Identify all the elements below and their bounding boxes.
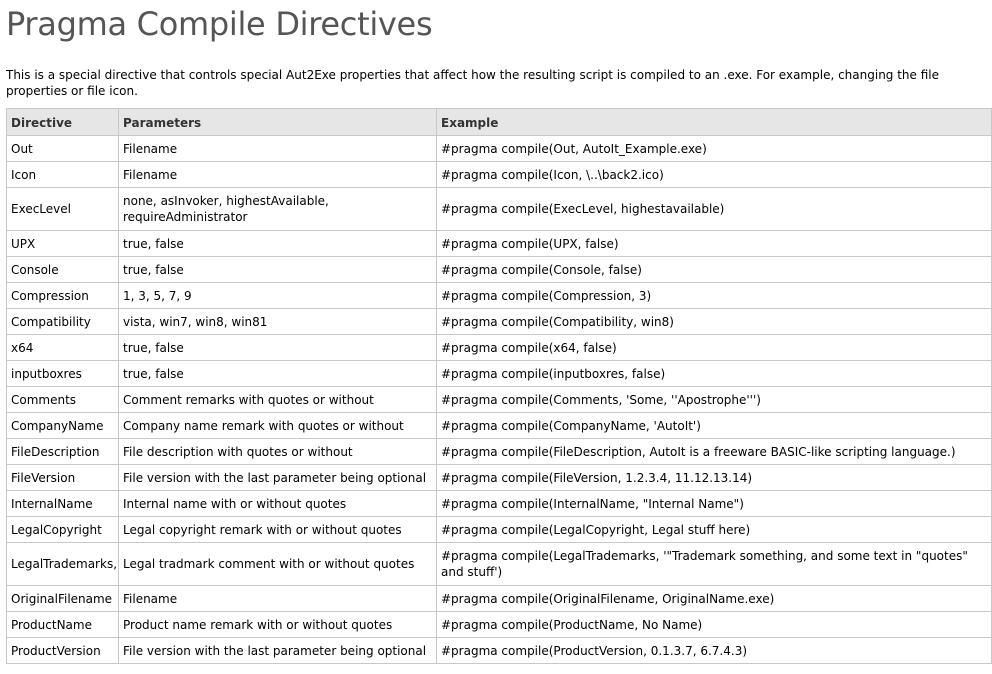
example-cell: #pragma compile(Icon, \..\back2.ico) <box>437 162 992 188</box>
directive-cell: Console <box>7 257 119 283</box>
example-cell: #pragma compile(Comments, 'Some, ''Apostrophe''') <box>437 387 992 413</box>
example-cell: #pragma compile(ProductName, No Name) <box>437 612 992 638</box>
directive-cell: inputboxres <box>7 361 119 387</box>
parameters-cell: Internal name with or without quotes <box>119 491 437 517</box>
example-cell: #pragma compile(Compression, 3) <box>437 283 992 309</box>
parameters-cell: true, false <box>119 335 437 361</box>
directive-cell: LegalTrademarks, <box>7 543 119 586</box>
directive-cell: x64 <box>7 335 119 361</box>
parameters-cell: true, false <box>119 257 437 283</box>
example-cell: #pragma compile(UPX, false) <box>437 231 992 257</box>
parameters-cell: File version with the last parameter being optional <box>119 638 437 664</box>
table-row <box>7 465 992 491</box>
directive-cell: Out <box>7 136 119 162</box>
example-cell: #pragma compile(CompanyName, 'AutoIt') <box>437 413 992 439</box>
parameters-cell: File version with the last parameter being optional <box>119 465 437 491</box>
example-cell: #pragma compile(Compatibility, win8) <box>437 309 992 335</box>
parameters-cell: Company name remark with quotes or without <box>119 413 437 439</box>
directive-cell: Compression <box>7 283 119 309</box>
directive-cell: Icon <box>7 162 119 188</box>
parameters-cell: true, false <box>119 231 437 257</box>
table-row <box>7 439 992 465</box>
example-cell: #pragma compile(ProductVersion, 0.1.3.7, 6.7.4.3) <box>437 638 992 664</box>
example-cell: #pragma compile(InternalName, "Internal Name") <box>437 491 992 517</box>
table-row <box>7 309 992 335</box>
directive-cell: LegalCopyright <box>7 517 119 543</box>
example-cell: #pragma compile(FileVersion, 1.2.3.4, 11.12.13.14) <box>437 465 992 491</box>
parameters-cell: Product name remark with or without quotes <box>119 612 437 638</box>
parameters-cell: Comment remarks with quotes or without <box>119 387 437 413</box>
example-cell: #pragma compile(ExecLevel, highestavailable) <box>437 188 992 231</box>
column-header-parameters: Parameters <box>119 109 437 136</box>
table-row <box>7 491 992 517</box>
intro-paragraph: This is a special directive that controls special Aut2Exe properties that affect how the resulting script is compiled to an .exe. For example, changing the file properties or file icon. <box>6 68 940 98</box>
table-row <box>7 257 992 283</box>
example-text: #pragma compile(LegalTrademarks, '"Trademark something, and some text in "quotes" and stuff') <box>441 549 968 579</box>
directives-table <box>6 108 992 664</box>
directive-cell: ProductVersion <box>7 638 119 664</box>
table-row <box>7 612 992 638</box>
table-row <box>7 361 992 387</box>
parameters-cell: File description with quotes or without <box>119 439 437 465</box>
column-header-directive: Directive <box>7 109 119 136</box>
parameters-cell <box>119 188 437 231</box>
page-title: Pragma Compile Directives <box>6 5 433 43</box>
directive-cell: Comments <box>7 387 119 413</box>
column-header-example: Example <box>437 109 992 136</box>
table-row <box>7 283 992 309</box>
directive-cell: UPX <box>7 231 119 257</box>
directive-cell: InternalName <box>7 491 119 517</box>
example-cell: #pragma compile(Console, false) <box>437 257 992 283</box>
directive-cell: CompanyName <box>7 413 119 439</box>
example-cell <box>437 543 992 586</box>
directive-cell: ExecLevel <box>7 188 119 231</box>
parameters-cell: 1, 3, 5, 7, 9 <box>119 283 437 309</box>
example-cell: #pragma compile(FileDescription, AutoIt is a freeware BASIC-like scripting language.) <box>437 439 992 465</box>
table-row <box>7 136 992 162</box>
example-cell: #pragma compile(Out, AutoIt_Example.exe) <box>437 136 992 162</box>
table-row <box>7 413 992 439</box>
directive-cell: FileDescription <box>7 439 119 465</box>
example-cell: #pragma compile(LegalCopyright, Legal stuff here) <box>437 517 992 543</box>
table-row <box>7 231 992 257</box>
table-row <box>7 517 992 543</box>
directive-cell: OriginalFilename <box>7 586 119 612</box>
table-row <box>7 543 992 586</box>
directive-cell: ProductName <box>7 612 119 638</box>
directive-cell: FileVersion <box>7 465 119 491</box>
example-cell: #pragma compile(OriginalFilename, OriginalName.exe) <box>437 586 992 612</box>
table-row <box>7 638 992 664</box>
table-row <box>7 188 992 231</box>
table-row <box>7 586 992 612</box>
parameters-cell: Filename <box>119 136 437 162</box>
table-row <box>7 387 992 413</box>
parameters-cell: Filename <box>119 162 437 188</box>
parameters-text: none, asInvoker, highestAvailable, requireAdministrator <box>123 194 329 224</box>
parameters-cell: Legal tradmark comment with or without quotes <box>119 543 437 586</box>
table-header-row <box>7 109 992 136</box>
directive-cell: Compatibility <box>7 309 119 335</box>
example-cell: #pragma compile(inputboxres, false) <box>437 361 992 387</box>
parameters-cell: Filename <box>119 586 437 612</box>
parameters-cell: true, false <box>119 361 437 387</box>
table-row <box>7 335 992 361</box>
example-cell: #pragma compile(x64, false) <box>437 335 992 361</box>
parameters-cell: vista, win7, win8, win81 <box>119 309 437 335</box>
table-row <box>7 162 992 188</box>
parameters-cell: Legal copyright remark with or without quotes <box>119 517 437 543</box>
